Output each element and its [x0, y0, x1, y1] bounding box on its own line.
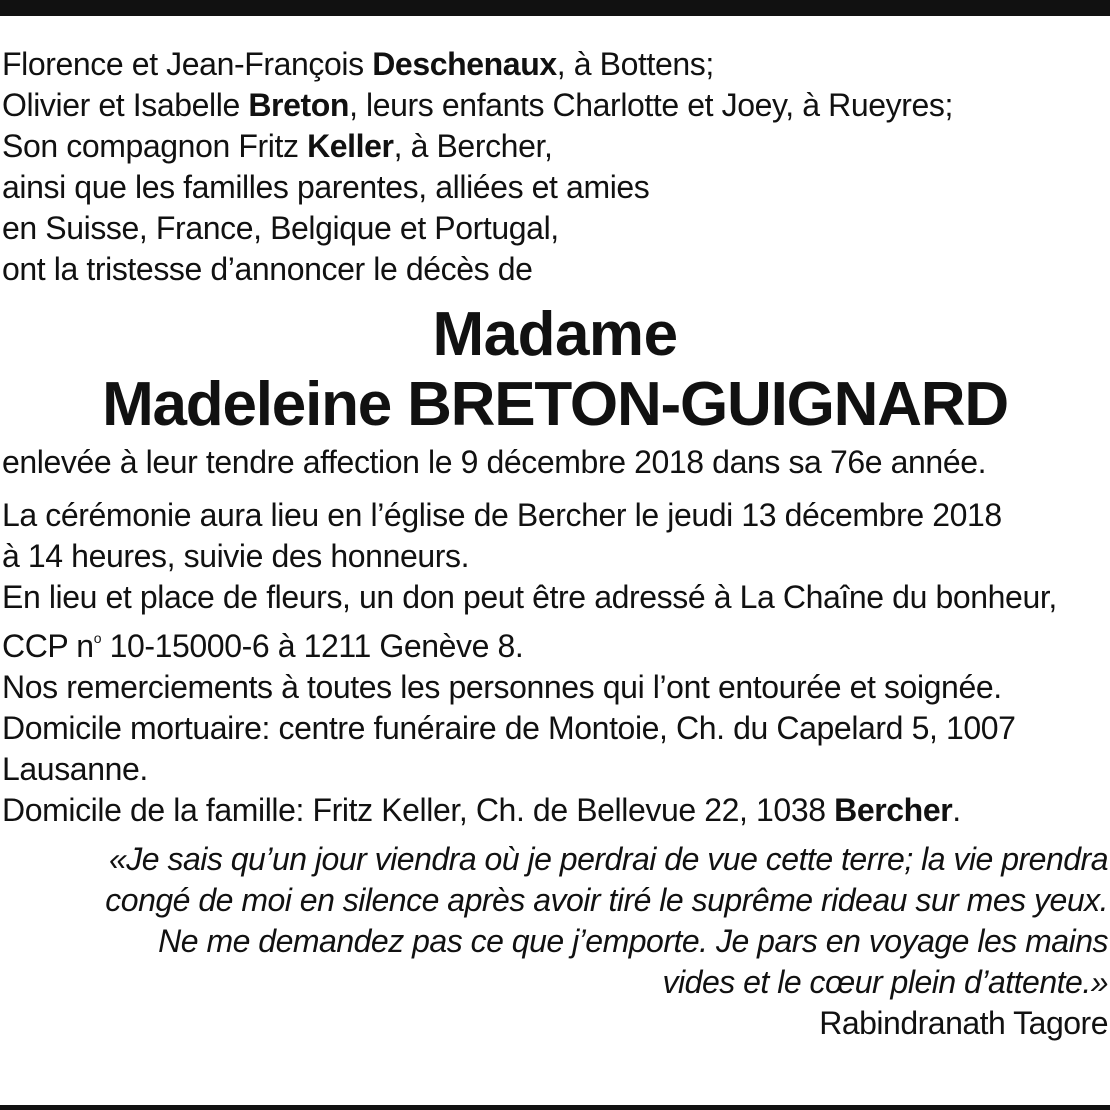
deceased-name: Madeleine BRETON-GUIGNARD: [102, 370, 1008, 439]
family-line-3-text: Son compagnon Fritz: [2, 128, 308, 164]
top-rule: [0, 0, 1110, 16]
quote-line-3: Ne me demandez pas ce que j’emporte. Je pars en voyage les mains: [158, 923, 1108, 959]
quote-author: Rabindranath Tagore: [819, 1005, 1108, 1041]
family-name-deschenaux: Deschenaux: [372, 46, 557, 82]
donation-number-sign: o: [93, 630, 102, 646]
mortuary-line-1: Domicile mortuaire: centre funéraire de Montoie, Ch. du Capelard 5, 1007: [2, 710, 1016, 746]
family-home-line: [2, 790, 1108, 831]
quote-line-1: «Je sais qu’un jour viendra où je perdrai de vue cette terre; la vie prendra: [108, 841, 1108, 877]
thanks-line: Nos remerciements à toutes les personnes qui l’ont entourée et soignée.: [2, 669, 1002, 705]
family-line-2: [2, 85, 1108, 126]
family-name-breton: Breton: [248, 87, 350, 123]
family-home-period: .: [952, 792, 961, 828]
bottom-rule: [0, 1105, 1110, 1110]
family-line-1: [2, 44, 1108, 85]
donation-line-1: En lieu et place de fleurs, un don peut être adressé à La Chaîne du bonheur,: [2, 579, 1057, 615]
ceremony-line-2: à 14 heures, suivie des honneurs.: [2, 538, 470, 574]
family-home-town: Bercher: [834, 792, 953, 828]
family-line-1-text: Florence et Jean-François: [2, 46, 373, 82]
family-line-5: en Suisse, France, Belgique et Portugal,: [2, 210, 559, 246]
donation-section: [2, 577, 1108, 667]
family-home-text: Domicile de la famille: Fritz Keller, Ch. de Bellevue 22, 1038: [2, 792, 835, 828]
family-section: [2, 44, 1108, 290]
family-line-4: ainsi que les familles parentes, alliées et amies: [2, 169, 650, 205]
death-notice: enlevée à leur tendre affection le 9 décembre 2018 dans sa 76e année.: [2, 444, 987, 480]
ceremony-line-1: La cérémonie aura lieu en l’église de Bercher le jeudi 13 décembre 2018: [2, 497, 1002, 533]
deceased-title: Madame: [432, 300, 678, 369]
ceremony-section: [2, 495, 1108, 577]
quote-line-2: congé de moi en silence après avoir tiré le suprême rideau sur mes yeux.: [105, 882, 1108, 918]
obituary-notice: [2, 44, 1108, 1044]
family-line-3-place: , à Bercher,: [393, 128, 553, 164]
donation-line-2: [2, 618, 1108, 667]
quote-line-4: vides et le cœur plein d’attente.»: [662, 964, 1108, 1000]
donation-ccp-label: CCP n: [2, 628, 94, 664]
mortuary-line-2: Lausanne.: [2, 751, 148, 787]
family-line-3: [2, 126, 1108, 167]
family-line-6: ont la tristesse d’annoncer le décès de: [2, 251, 533, 287]
family-name-keller: Keller: [307, 128, 394, 164]
family-line-2-text: Olivier et Isabelle: [2, 87, 249, 123]
quote-section: [2, 839, 1108, 1044]
donation-ccp-number: 10-15000-6 à 1211 Genève 8.: [101, 628, 524, 664]
family-line-2-place: , leurs enfants Charlotte et Joey, à Rueyres;: [349, 87, 954, 123]
family-line-1-place: , à Bottens;: [556, 46, 714, 82]
deceased-name-block: [2, 300, 1108, 440]
mortuary-section: [2, 708, 1108, 790]
